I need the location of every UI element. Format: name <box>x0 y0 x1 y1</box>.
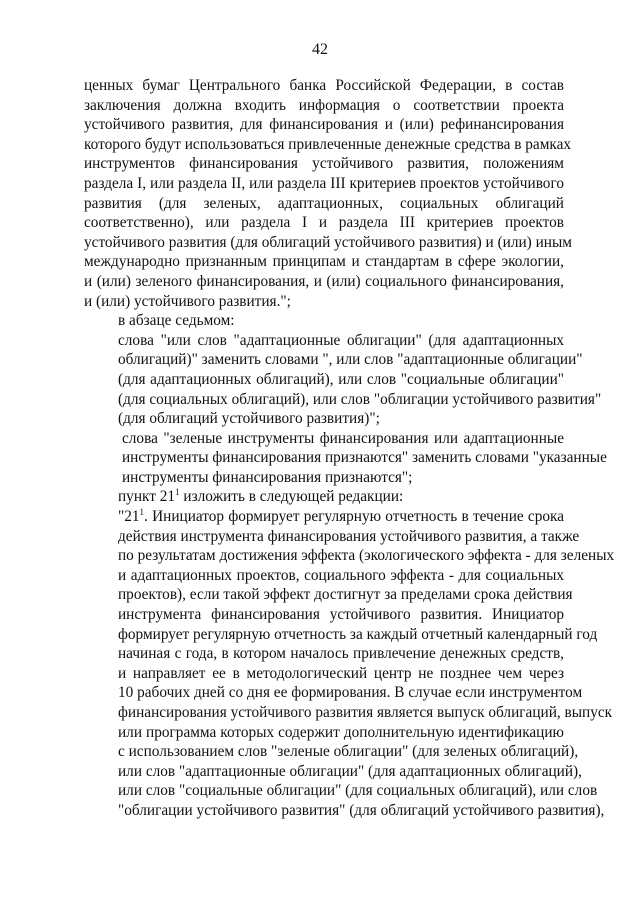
text-line: устойчивого развития, для финансирования и (или) рефинансирования <box>84 116 564 134</box>
point-superscript: 1 <box>175 487 180 498</box>
point-intro-text: изложить в следующей редакции: <box>179 488 404 506</box>
text-line: действия инструмента финансирования устойчивого развития, а также <box>118 527 580 545</box>
paragraph-replace-adaptation-words <box>84 331 602 429</box>
document-body <box>84 76 615 821</box>
text-line: ценных бумаг Центрального банка Российской Федерации, в состав <box>84 77 564 94</box>
text-line: соответственно), или раздела I и раздела III критериев проектов <box>84 214 564 232</box>
point-quote-number: "21 <box>118 508 140 526</box>
text-line: формирует регулярную отчетность за каждый отчетный календарный год <box>118 625 598 643</box>
text-line: или слов "социальные облигации" (для социальных облигаций), или слов <box>118 782 598 800</box>
text-line: с использованием слов "зеленые облигации" (для зеленых облигаций), <box>118 743 579 761</box>
text-line: по результатам достижения эффекта (экологического эффекта - для зеленых <box>118 547 615 565</box>
text-line: и (или) зеленого финансирования, и (или) социального финансирования, <box>84 272 564 290</box>
paragraph-point-21-1-intro <box>84 487 564 507</box>
point-quote-superscript: 1 <box>139 506 145 517</box>
text-line: проектов), если такой эффект достигнут за пределами срока действия <box>118 586 573 604</box>
text-line: финансирования устойчивого развития является выпуск облигаций, выпуск <box>118 704 613 721</box>
point-quote-first-line: . Инициатор формирует регулярную отчетность в течение срока <box>144 508 564 526</box>
text-line: и направляет ее в методологический центр не позднее чем через <box>118 664 564 682</box>
text-line: и (или) устойчивого развития."; <box>84 292 291 310</box>
text-line: (для облигаций устойчивого развития)"; <box>118 410 380 428</box>
text-line: слова "зеленые инструменты финансирования или адаптационные <box>122 429 564 447</box>
text-line: (для адаптационных облигаций), или слов "социальные облигации" <box>118 370 564 388</box>
text-line: инструменты финансирования признаются"; <box>122 468 413 486</box>
text-line: слова "или слов "адаптационные облигации" (для адаптационных <box>118 331 564 349</box>
paragraph-conclusion-requirements <box>84 76 572 311</box>
text-line: "облигации устойчивого развития" (для облигаций устойчивого развития), <box>118 801 605 819</box>
text-line: заключения должна входить информация о соответствии проекта <box>84 96 564 114</box>
text-line: и адаптационных проектов, социального эффекта - для социальных <box>118 566 564 584</box>
text-line: инструмента финансирования устойчивого развития. Инициатор <box>118 606 564 624</box>
paragraph-replace-green-instruments <box>84 429 607 488</box>
text-line: или слов "адаптационные облигации" (для адаптационных облигаций), <box>118 762 582 780</box>
text-line: или программа которых содержит дополнительную идентификацию <box>118 723 564 741</box>
text-line: (для социальных облигаций), или слов "облигации устойчивого развития" <box>118 390 602 408</box>
text-line: инструментов финансирования устойчивого развития, положениям <box>84 155 564 173</box>
text-line: устойчивого развития (для облигаций устойчивого развития) и (или) иным <box>84 233 572 251</box>
paragraph-seventh-subparagraph: в абзаце седьмом: <box>118 312 235 330</box>
text-line: развития (для зеленых, адаптационных, социальных облигаций <box>84 194 564 212</box>
text-line: международно признанным принципам и стандартам в сфере экологии, <box>84 253 564 271</box>
text-line: инструменты финансирования признаются" заменить словами "указанные <box>122 449 607 467</box>
point-number: пункт 21 <box>118 488 176 506</box>
text-line: 10 рабочих дней со дня ее формирования. В случае если инструментом <box>118 684 583 702</box>
paragraph-point-21-1-text <box>84 506 615 821</box>
text-line <box>84 507 564 527</box>
text-line: облигаций)" заменить словами ", или слов "адаптационные облигации" <box>118 351 583 369</box>
text-line: начиная с года, в котором началось привлечение денежных средств, <box>118 645 564 663</box>
text-line: раздела I, или раздела II, или раздела III критериев проектов устойчивого <box>84 174 564 192</box>
text-line: которого будут использоваться привлеченные денежные средства в рамках <box>84 135 572 153</box>
page-number: 42 <box>312 41 328 58</box>
